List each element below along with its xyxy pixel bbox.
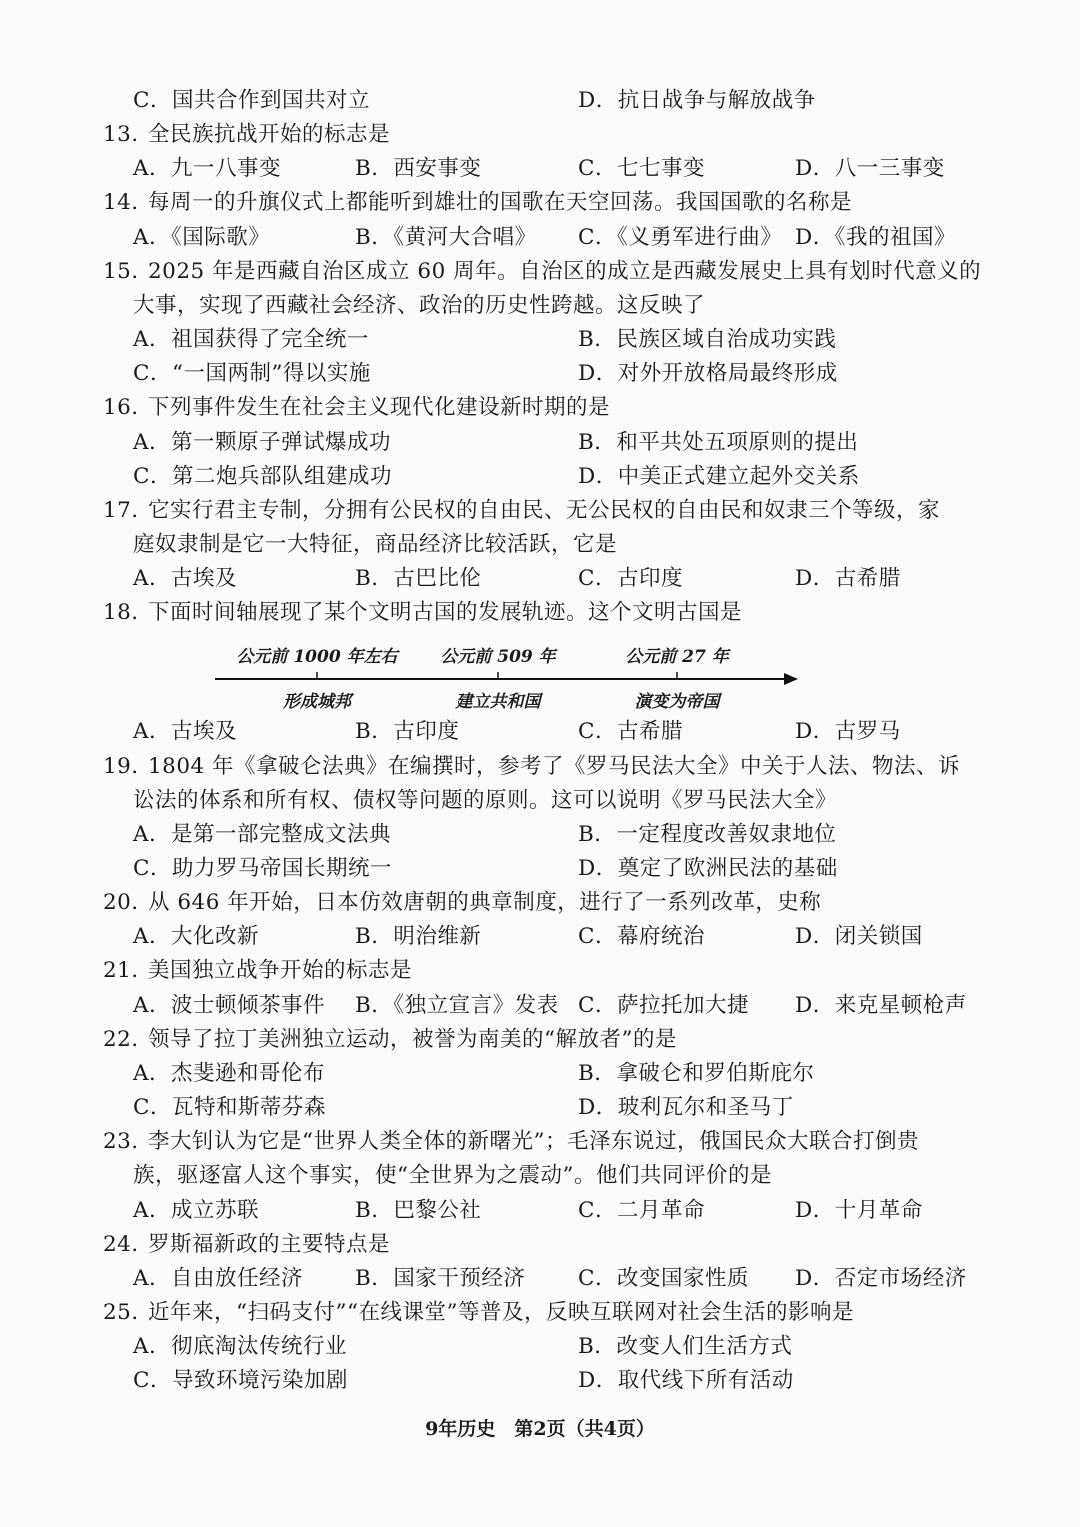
question-stem: 每周一的升旗仪式上都能听到雄壮的国歌在天空回荡。我国国歌的名称是 (148, 190, 853, 216)
option-text: 国家干预经济 (393, 1265, 526, 1291)
question-stem: 领导了拉丁美洲独立运动，被誉为南美的“解放者”的是 (148, 1026, 677, 1052)
question-stem-line (0, 1127, 1080, 1157)
option-label: C． (133, 463, 172, 489)
timeline-date: 公元前 509 年 (440, 647, 556, 667)
answer-option (578, 428, 858, 458)
options-row (0, 854, 1080, 884)
option-label: C． (578, 566, 617, 592)
question-stem: 从 646 年开始，日本仿效唐朝的典章制度，进行了一系列改革，史称 (148, 890, 822, 916)
answer-option (355, 717, 459, 747)
option-text: 助力罗马帝国长期统一 (171, 856, 392, 881)
option-label: B． (355, 1265, 394, 1291)
answer-option (133, 991, 325, 1021)
answer-option (578, 86, 816, 116)
option-text: 成立苏联 (171, 1197, 260, 1223)
answer-option (578, 820, 836, 850)
option-label: B． (355, 719, 394, 745)
option-text: 和平共处五项原则的提出 (616, 429, 859, 455)
question-stem-line (0, 291, 1080, 321)
option-text: 古巴比伦 (393, 566, 482, 592)
answer-option (133, 1264, 303, 1294)
option-label: D． (795, 1265, 835, 1291)
answer-option (578, 564, 683, 594)
question-stem-line (0, 956, 1080, 986)
option-label: C． (133, 856, 172, 881)
answer-option (133, 223, 270, 253)
answer-option (133, 564, 237, 594)
option-text: 萨拉托加大捷 (616, 992, 749, 1018)
answer-option (133, 462, 392, 492)
answer-option (355, 1264, 525, 1294)
timeline-event: 形成城邦 (283, 692, 351, 712)
option-label: B． (578, 327, 617, 353)
question-stem: 族，驱逐富人这个事实，使“全世界为之震动”。他们共同评价的是 (133, 1163, 772, 1189)
option-label: D． (795, 224, 835, 250)
option-text: 九一八事变 (171, 156, 282, 182)
options-row (0, 325, 1080, 355)
option-text: “一国两制”得以实施 (171, 361, 371, 387)
question-number: 21． (103, 958, 154, 984)
option-text: 大化改新 (171, 924, 260, 950)
option-text: 是第一部完整成文法典 (171, 821, 392, 847)
options-row (0, 359, 1080, 389)
option-label: C． (578, 224, 617, 250)
timeline-event: 演变为帝国 (634, 692, 720, 712)
option-label: D． (578, 88, 618, 113)
question-stem-line (0, 530, 1080, 560)
option-label: C． (578, 1265, 617, 1291)
option-text: 《义勇军进行曲》 (616, 224, 783, 250)
option-label: D． (578, 361, 618, 387)
question-stem: 李大钊认为它是“世界人类全体的新曙光”；毛泽东说过，俄国民众大联合打倒贵 (148, 1129, 919, 1155)
question-number: 16． (103, 395, 154, 421)
option-text: 祖国获得了完全统一 (171, 327, 370, 353)
option-text: 巴黎公社 (393, 1197, 482, 1223)
option-text: 《我的祖国》 (834, 224, 957, 250)
question-number: 13． (103, 122, 154, 148)
answer-option (578, 922, 705, 952)
options-row (0, 154, 1080, 184)
question-stem: 全民族抗战开始的标志是 (148, 122, 391, 148)
option-label: B． (578, 429, 617, 455)
answer-option (578, 1093, 794, 1123)
answer-option (133, 325, 369, 355)
options-row (0, 1366, 1080, 1396)
page-footer: 9年历史 第2页（共4页） (425, 1418, 655, 1440)
question-stem: 近年来，“扫码支付”“在线课堂”等普及，反映互联网对社会生活的影响是 (148, 1299, 854, 1325)
answer-option (795, 223, 956, 253)
timeline-event: 建立共和国 (455, 692, 541, 712)
question-stem-line (0, 786, 1080, 816)
options-row (0, 462, 1080, 492)
options-row (0, 1059, 1080, 1089)
option-label: D． (795, 566, 835, 592)
answer-option (133, 1093, 326, 1123)
options-row (0, 428, 1080, 458)
option-text: 改变国家性质 (616, 1265, 749, 1291)
option-label: D． (795, 156, 835, 182)
option-label: B． (355, 156, 394, 182)
option-label: A． (133, 1265, 172, 1291)
option-label: C． (578, 924, 617, 950)
answer-option (578, 1059, 814, 1089)
option-label: A． (133, 719, 172, 745)
option-text: 古希腊 (834, 566, 901, 592)
option-text: 否定市场经济 (834, 1265, 967, 1291)
option-text: 对外开放格局最终形成 (617, 361, 838, 387)
question-stem-line (0, 120, 1080, 150)
option-text: 古印度 (393, 719, 460, 745)
option-label: D． (578, 1095, 618, 1121)
answer-option (578, 1264, 749, 1294)
answer-option (795, 922, 923, 952)
option-label: B． (578, 1334, 617, 1360)
options-row (0, 991, 1080, 1021)
option-label: A． (133, 566, 172, 592)
answer-option (133, 717, 237, 747)
answer-option (133, 854, 392, 884)
question-stem: 讼法的体系和所有权、债权等问题的原则。这可以说明《罗马民法大全》 (133, 787, 838, 813)
option-label: C． (133, 361, 172, 387)
answer-option (133, 1332, 347, 1362)
question-stem: 它实行君主专制，分拥有公民权的自由民、无公民权的自由民和奴隶三个等级，家 (148, 497, 941, 523)
question-number: 23． (103, 1129, 154, 1155)
answer-option (355, 1196, 481, 1226)
answer-option (578, 223, 782, 253)
answer-option (578, 717, 683, 747)
answer-option (578, 462, 860, 492)
answer-option (355, 223, 537, 253)
answer-option (578, 1366, 794, 1396)
option-text: 西安事变 (393, 156, 482, 182)
answer-option (355, 991, 559, 1021)
option-label: A． (133, 1334, 172, 1360)
question-stem-line (0, 496, 1080, 526)
answer-option (133, 428, 391, 458)
answer-option (578, 854, 838, 884)
question-number: 19． (103, 753, 154, 779)
question-number: 20． (103, 890, 154, 916)
question-number: 22． (103, 1026, 154, 1052)
question-stem-line (0, 1161, 1080, 1191)
question-stem: 大事，实现了西藏社会经济、政治的历史性跨越。这反映了 (133, 292, 706, 318)
option-label: A． (133, 156, 172, 182)
answer-option (795, 564, 901, 594)
question-number: 15． (103, 258, 154, 284)
question-stem-line (0, 888, 1080, 918)
timeline-figure (210, 636, 810, 716)
option-text: 闭关锁国 (834, 924, 923, 950)
answer-option (578, 991, 749, 1021)
question-stem-line (0, 1298, 1080, 1328)
option-text: 拿破仑和罗伯斯庇尔 (616, 1060, 815, 1086)
answer-option (795, 154, 945, 184)
question-stem-line (0, 257, 1080, 287)
option-label: D． (578, 463, 618, 489)
option-label: B． (355, 224, 394, 250)
answer-option (795, 1196, 923, 1226)
option-text: 民族区域自治成功实践 (616, 327, 837, 353)
option-label: C． (133, 1368, 172, 1394)
option-label: D． (795, 719, 835, 745)
answer-option (578, 325, 836, 355)
option-text: 明治维新 (393, 924, 482, 950)
option-text: 古埃及 (171, 719, 238, 745)
option-text: 古希腊 (616, 719, 683, 745)
question-stem-line (0, 1230, 1080, 1260)
option-text: 八一三事变 (834, 156, 945, 182)
option-text: 来克星顿枪声 (834, 992, 967, 1018)
timeline-date: 公元前 27 年 (625, 647, 729, 667)
option-label: A． (133, 1060, 172, 1086)
option-label: A． (133, 821, 172, 847)
option-label: A． (133, 992, 172, 1018)
option-label: A． (133, 327, 172, 353)
options-row (0, 1196, 1080, 1226)
question-number: 24． (103, 1231, 154, 1257)
question-stem: 1804 年《拿破仑法典》在编撰时，参考了《罗马民法大全》中关于人法、物法、诉 (148, 753, 961, 779)
option-text: 《黄河大合唱》 (393, 224, 537, 250)
option-label: C． (133, 1095, 172, 1121)
option-text: 十月革命 (834, 1197, 923, 1223)
question-stem: 庭奴隶制是它一大特征，商品经济比较活跃，它是 (133, 531, 618, 557)
option-text: 国共合作到国共对立 (171, 88, 370, 113)
option-text: 导致环境污染加剧 (171, 1368, 348, 1394)
answer-option (133, 820, 391, 850)
question-stem-line (0, 188, 1080, 218)
timeline-date: 公元前 1000 年左右 (236, 647, 398, 667)
option-text: 抗日战争与解放战争 (617, 88, 816, 113)
option-text: 自由放任经济 (171, 1265, 304, 1291)
options-row (0, 1332, 1080, 1362)
option-label: C． (578, 992, 617, 1018)
answer-option (133, 86, 370, 116)
answer-option (133, 359, 371, 389)
question-stem-line (0, 393, 1080, 423)
answer-option (578, 1332, 792, 1362)
answer-option (795, 991, 967, 1021)
option-text: 七七事变 (616, 156, 705, 182)
question-stem: 2025 年是西藏自治区成立 60 周年。自治区的成立是西藏发展史上具有划时代意义的 (148, 258, 982, 284)
question-stem: 下面时间轴展现了某个文明古国的发展轨迹。这个文明古国是 (148, 600, 743, 626)
question-number: 18． (103, 600, 154, 626)
option-text: 幕府统治 (616, 924, 705, 950)
answer-option (133, 1366, 348, 1396)
option-text: 奠定了欧洲民法的基础 (617, 856, 838, 881)
options-row (0, 564, 1080, 594)
option-text: 一定程度改善奴隶地位 (616, 821, 837, 847)
answer-option (355, 922, 481, 952)
option-text: 二月革命 (616, 1197, 705, 1223)
options-row (0, 922, 1080, 952)
option-text: 彻底淘汰传统行业 (171, 1334, 348, 1360)
question-number: 25． (103, 1299, 154, 1325)
question-stem-line (0, 598, 1080, 628)
option-label: D． (795, 1197, 835, 1223)
options-row (0, 223, 1080, 253)
option-label: C． (133, 88, 172, 113)
options-row (0, 717, 1080, 747)
option-label: C． (578, 156, 617, 182)
answer-option (795, 717, 901, 747)
answer-option (133, 922, 259, 952)
option-text: 第二炮兵部队组建成功 (171, 463, 392, 489)
question-stem-line (0, 752, 1080, 782)
option-text: 杰斐逊和哥伦布 (171, 1060, 326, 1086)
option-text: 取代线下所有活动 (617, 1368, 794, 1394)
options-row (0, 1093, 1080, 1123)
option-text: 瓦特和斯蒂芬森 (171, 1095, 326, 1121)
options-row (0, 1264, 1080, 1294)
answer-option (133, 1196, 259, 1226)
option-text: 《独立宣言》发表 (393, 992, 559, 1018)
option-text: 改变人们生活方式 (616, 1334, 793, 1360)
question-stem-line (0, 1025, 1080, 1055)
answer-option (578, 359, 838, 389)
option-text: 古罗马 (834, 719, 901, 745)
option-label: B． (578, 1060, 617, 1086)
arrow-icon (784, 673, 798, 685)
option-text: 古埃及 (171, 566, 238, 592)
option-label: B． (578, 821, 617, 847)
question-number: 17． (103, 497, 154, 523)
option-label: B． (355, 1197, 394, 1223)
option-label: D． (578, 856, 618, 881)
option-text: 波士顿倾茶事件 (171, 992, 326, 1018)
answer-option (133, 1059, 325, 1089)
option-label: C． (578, 719, 617, 745)
options-row (0, 86, 1080, 116)
option-label: D． (795, 924, 835, 950)
option-text: 第一颗原子弹试爆成功 (171, 429, 392, 455)
option-label: A． (133, 1197, 172, 1223)
answer-option (355, 564, 481, 594)
option-label: C． (578, 1197, 617, 1223)
option-text: 古印度 (616, 566, 683, 592)
answer-option (795, 1264, 967, 1294)
options-row (0, 820, 1080, 850)
answer-option (578, 154, 705, 184)
option-label: D． (795, 992, 835, 1018)
question-stem: 美国独立战争开始的标志是 (148, 958, 413, 984)
option-label: B． (355, 566, 394, 592)
answer-option (355, 154, 481, 184)
option-label: D． (578, 1368, 618, 1394)
question-stem: 下列事件发生在社会主义现代化建设新时期的是 (148, 395, 611, 421)
option-label: A． (133, 429, 172, 455)
option-label: B． (355, 992, 394, 1018)
option-label: B． (355, 924, 394, 950)
question-stem: 罗斯福新政的主要特点是 (148, 1231, 391, 1257)
option-label: A． (133, 924, 172, 950)
option-text: 《国际歌》 (171, 224, 271, 250)
option-label: A． (133, 224, 172, 250)
question-number: 14． (103, 190, 154, 216)
option-text: 中美正式建立起外交关系 (617, 463, 860, 489)
answer-option (133, 154, 281, 184)
answer-option (578, 1196, 705, 1226)
option-text: 玻利瓦尔和圣马丁 (617, 1095, 794, 1121)
